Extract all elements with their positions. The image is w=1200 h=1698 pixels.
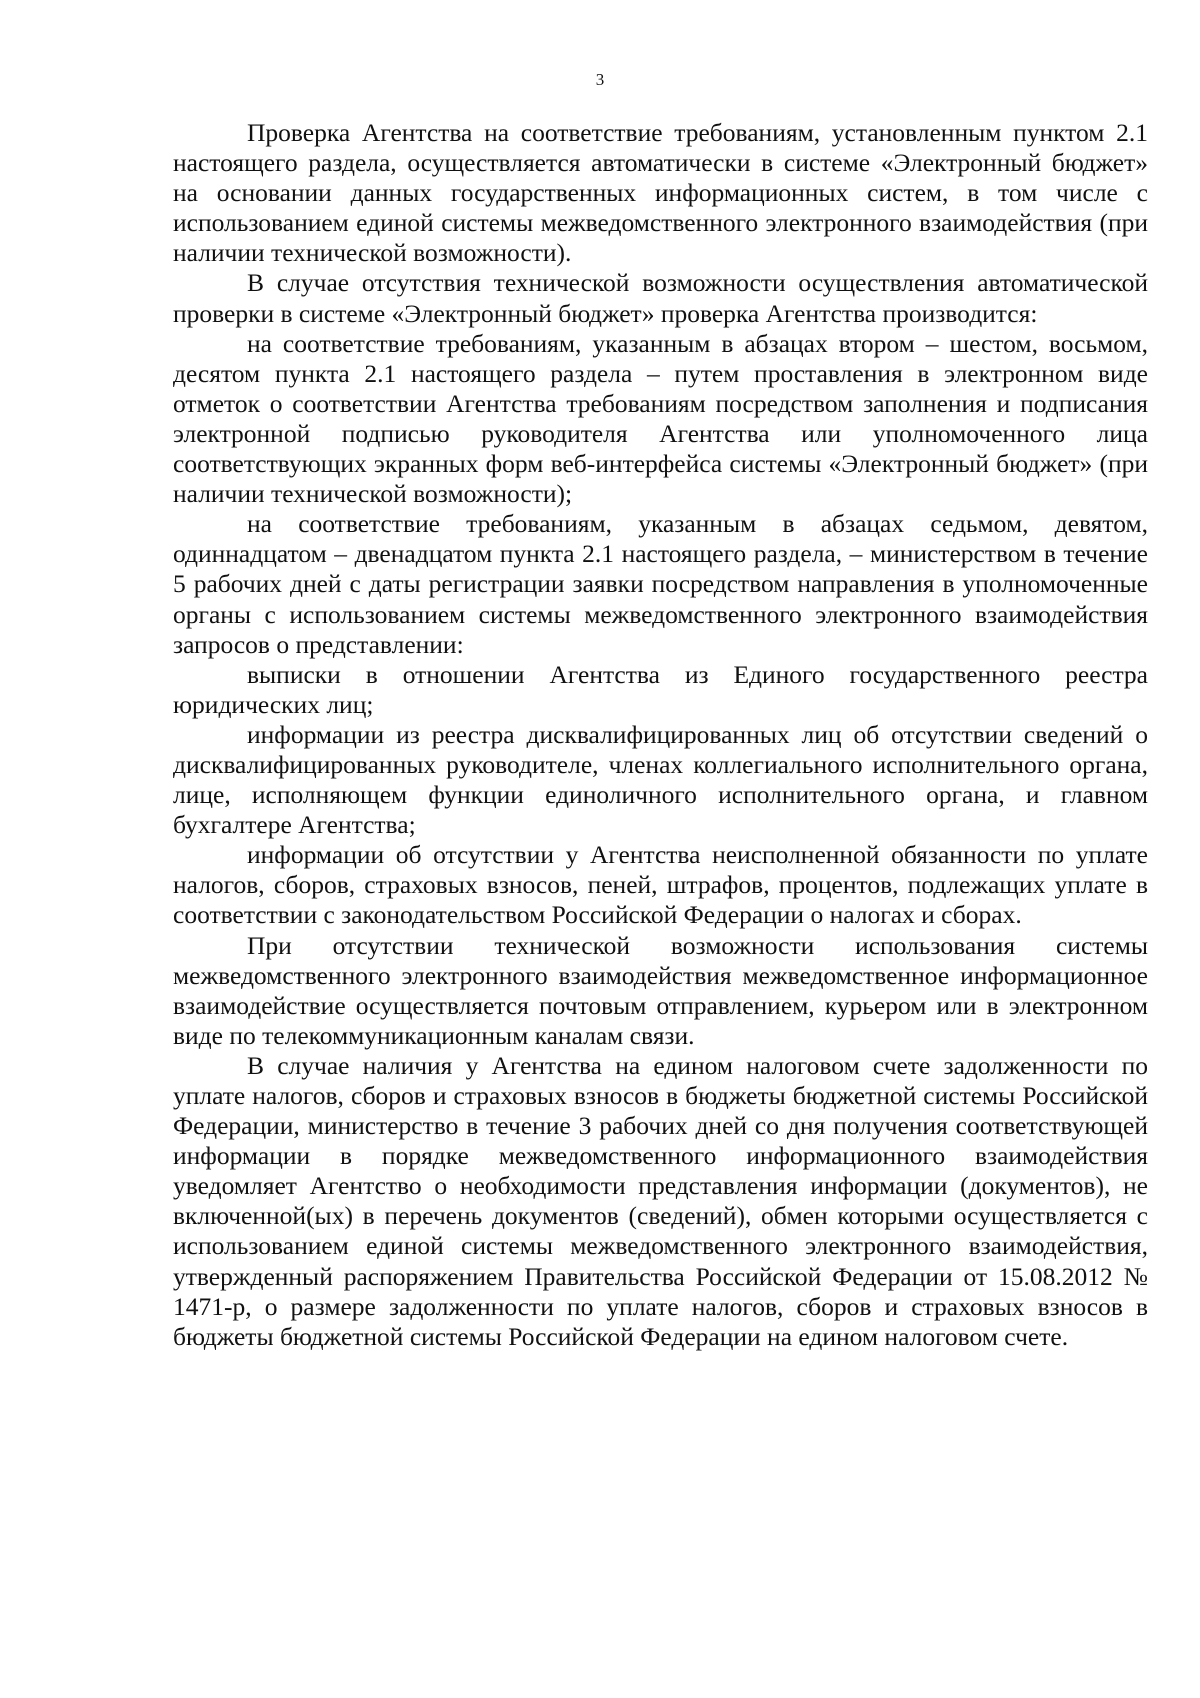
- paragraph-disqualified-registry: информации из реестра дисквалифицированных лиц об отсутствии сведений о дисквалифицированных руководителе, членах коллегиального исполнительного органа, лице, исполняющем функции единоличного исполнительного органа, и главном бухгалтере Агентства;: [173, 719, 1148, 840]
- paragraph-no-technical-possibility: При отсутствии технической возможности использования системы межведомственного электронного взаимодействия межведомственное информационное взаимодействие осуществляется почтовым отправлением, курьером или в электронном виде по телекоммуникационным каналам связи.: [173, 930, 1148, 1050]
- paragraph-manual-check-intro: В случае отсутствия технической возможности осуществления автоматической проверки в системе «Электронный бюджет» проверка Агентства производится:: [173, 268, 1148, 328]
- paragraph-electronic-marks: на соответствие требованиям, указанным в абзацах втором – шестом, восьмом, десятом пункта 2.1 настоящего раздела – путем проставления в электронном виде отметок о соответствии Агентства требованиям посредством заполнения и подписания электронной подписью руководителя Агентства или уполномоченного лица соответствующих экранных форм веб-интерфейса системы «Электронный бюджет» (при наличии технической возможности);: [173, 328, 1148, 509]
- paragraph-egrul-extract: выписки в отношении Агентства из Единого государственного реестра юридических лиц;: [173, 659, 1148, 719]
- paragraph-automatic-check: Проверка Агентства на соответствие требованиям, установленным пунктом 2.1 настоящего раздела, осуществляется автоматически в системе «Электронный бюджет» на основании данных государственных информационных систем, в том числе с использованием единой системы межведомственного электронного взаимодействия (при наличии технической возможности).: [173, 118, 1148, 268]
- paragraph-tax-obligations: информации об отсутствии у Агентства неисполненной обязанности по уплате налогов, сборов, страховых взносов, пеней, штрафов, процентов, подлежащих уплате в соответствии с законодательством Российской Федерации о налогах и сборах.: [173, 840, 1148, 930]
- paragraph-tax-debt-notice: В случае наличия у Агентства на едином налоговом счете задолженности по уплате налогов, сборов и страховых взносов в бюджеты бюджетной системы Российской Федерации, министерство в течение 3 рабочих дней со дня получения соответствующей информации в порядке межведомственного информационного взаимодействия уведомляет Агентство о необходимости представления информации (документов), не включенной(ых) в перечень документов (сведений), обмен которыми осуществляется с использованием единой системы межведомственного электронного взаимодействия, утвержденный распоряжением Правительства Российской Федерации от 15.08.2012 № 1471-р, о размере задолженности по уплате налогов, сборов и страховых взносов в бюджеты бюджетной системы Российской Федерации на едином налоговом счете.: [173, 1050, 1148, 1351]
- paragraph-ministry-requests: на соответствие требованиям, указанным в абзацах седьмом, девятом, одиннадцатом – двенадцатом пункта 2.1 настоящего раздела, – министерством в течение 5 рабочих дней с даты регистрации заявки посредством направления в уполномоченные органы с использованием системы межведомственного электронного взаимодействия запросов о представлении:: [173, 509, 1148, 659]
- document-body: [173, 118, 1148, 1352]
- page-number: 3: [595, 70, 605, 89]
